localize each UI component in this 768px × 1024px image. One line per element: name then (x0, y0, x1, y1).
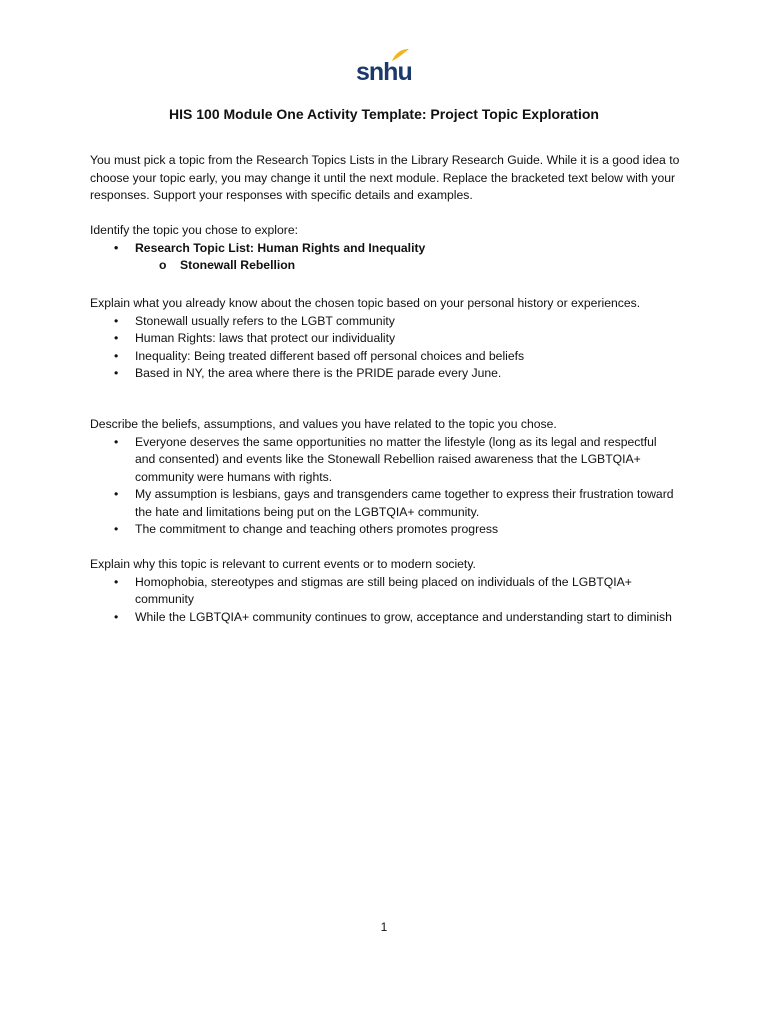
logo-text: snhu (356, 58, 412, 86)
list-item: o Stonewall Rebellion (90, 257, 680, 275)
section-topic (90, 222, 680, 275)
knowledge-list (90, 313, 680, 383)
section-beliefs (90, 416, 680, 539)
section-prompt: Identify the topic you chose to explore: (90, 223, 298, 237)
section-prompt: Explain why this topic is relevant to current events or to modern society. (90, 557, 476, 571)
snhu-logo (356, 48, 412, 88)
section-relevance (90, 556, 680, 626)
list-item: • Homophobia, stereotypes and stigmas are still being placed on individuals of the LGBTQIA+ community (90, 574, 680, 609)
list-item: • Based in NY, the area where there is the PRIDE parade every June. (90, 365, 680, 383)
beliefs-list (90, 434, 680, 539)
list-item: • Human Rights: laws that protect our individuality (90, 330, 680, 348)
list-item: • The commitment to change and teaching others promotes progress (90, 521, 680, 539)
document-title: HIS 100 Module One Activity Template: Project Topic Exploration (169, 106, 599, 122)
list-item: • My assumption is lesbians, gays and transgenders came together to express their frustration toward the hate and limitations being put on the LGBTQIA+ community. (90, 486, 680, 521)
relevance-list (90, 574, 680, 627)
intro-text: You must pick a topic from the Research Topics Lists in the Library Research Guide. While it is a good idea to choose your topic early, you may change it until the next module. Replace the bracketed text below with your responses. Support your responses with specific details and examples. (90, 153, 680, 202)
list-item: • Everyone deserves the same opportunities no matter the lifestyle (long as its legal and respectful and consented) and events like the Stonewall Rebellion raised awareness that the LGBTQIA+ community were humans with rights. (90, 434, 680, 487)
list-item: • Stonewall usually refers to the LGBT community (90, 313, 680, 331)
list-item: • Research Topic List: Human Rights and Inequality (90, 240, 680, 258)
topic-list (90, 240, 680, 275)
section-prompt: Explain what you already know about the chosen topic based on your personal history or experiences. (90, 296, 641, 310)
section-knowledge (90, 295, 680, 383)
page-number: 1 (380, 920, 388, 934)
intro-paragraph (90, 152, 680, 205)
list-item: • While the LGBTQIA+ community continues to grow, acceptance and understanding start to diminish (90, 609, 680, 627)
list-item: • Inequality: Being treated different based off personal choices and beliefs (90, 348, 680, 366)
section-prompt: Describe the beliefs, assumptions, and values you have related to the topic you chose. (90, 417, 557, 431)
